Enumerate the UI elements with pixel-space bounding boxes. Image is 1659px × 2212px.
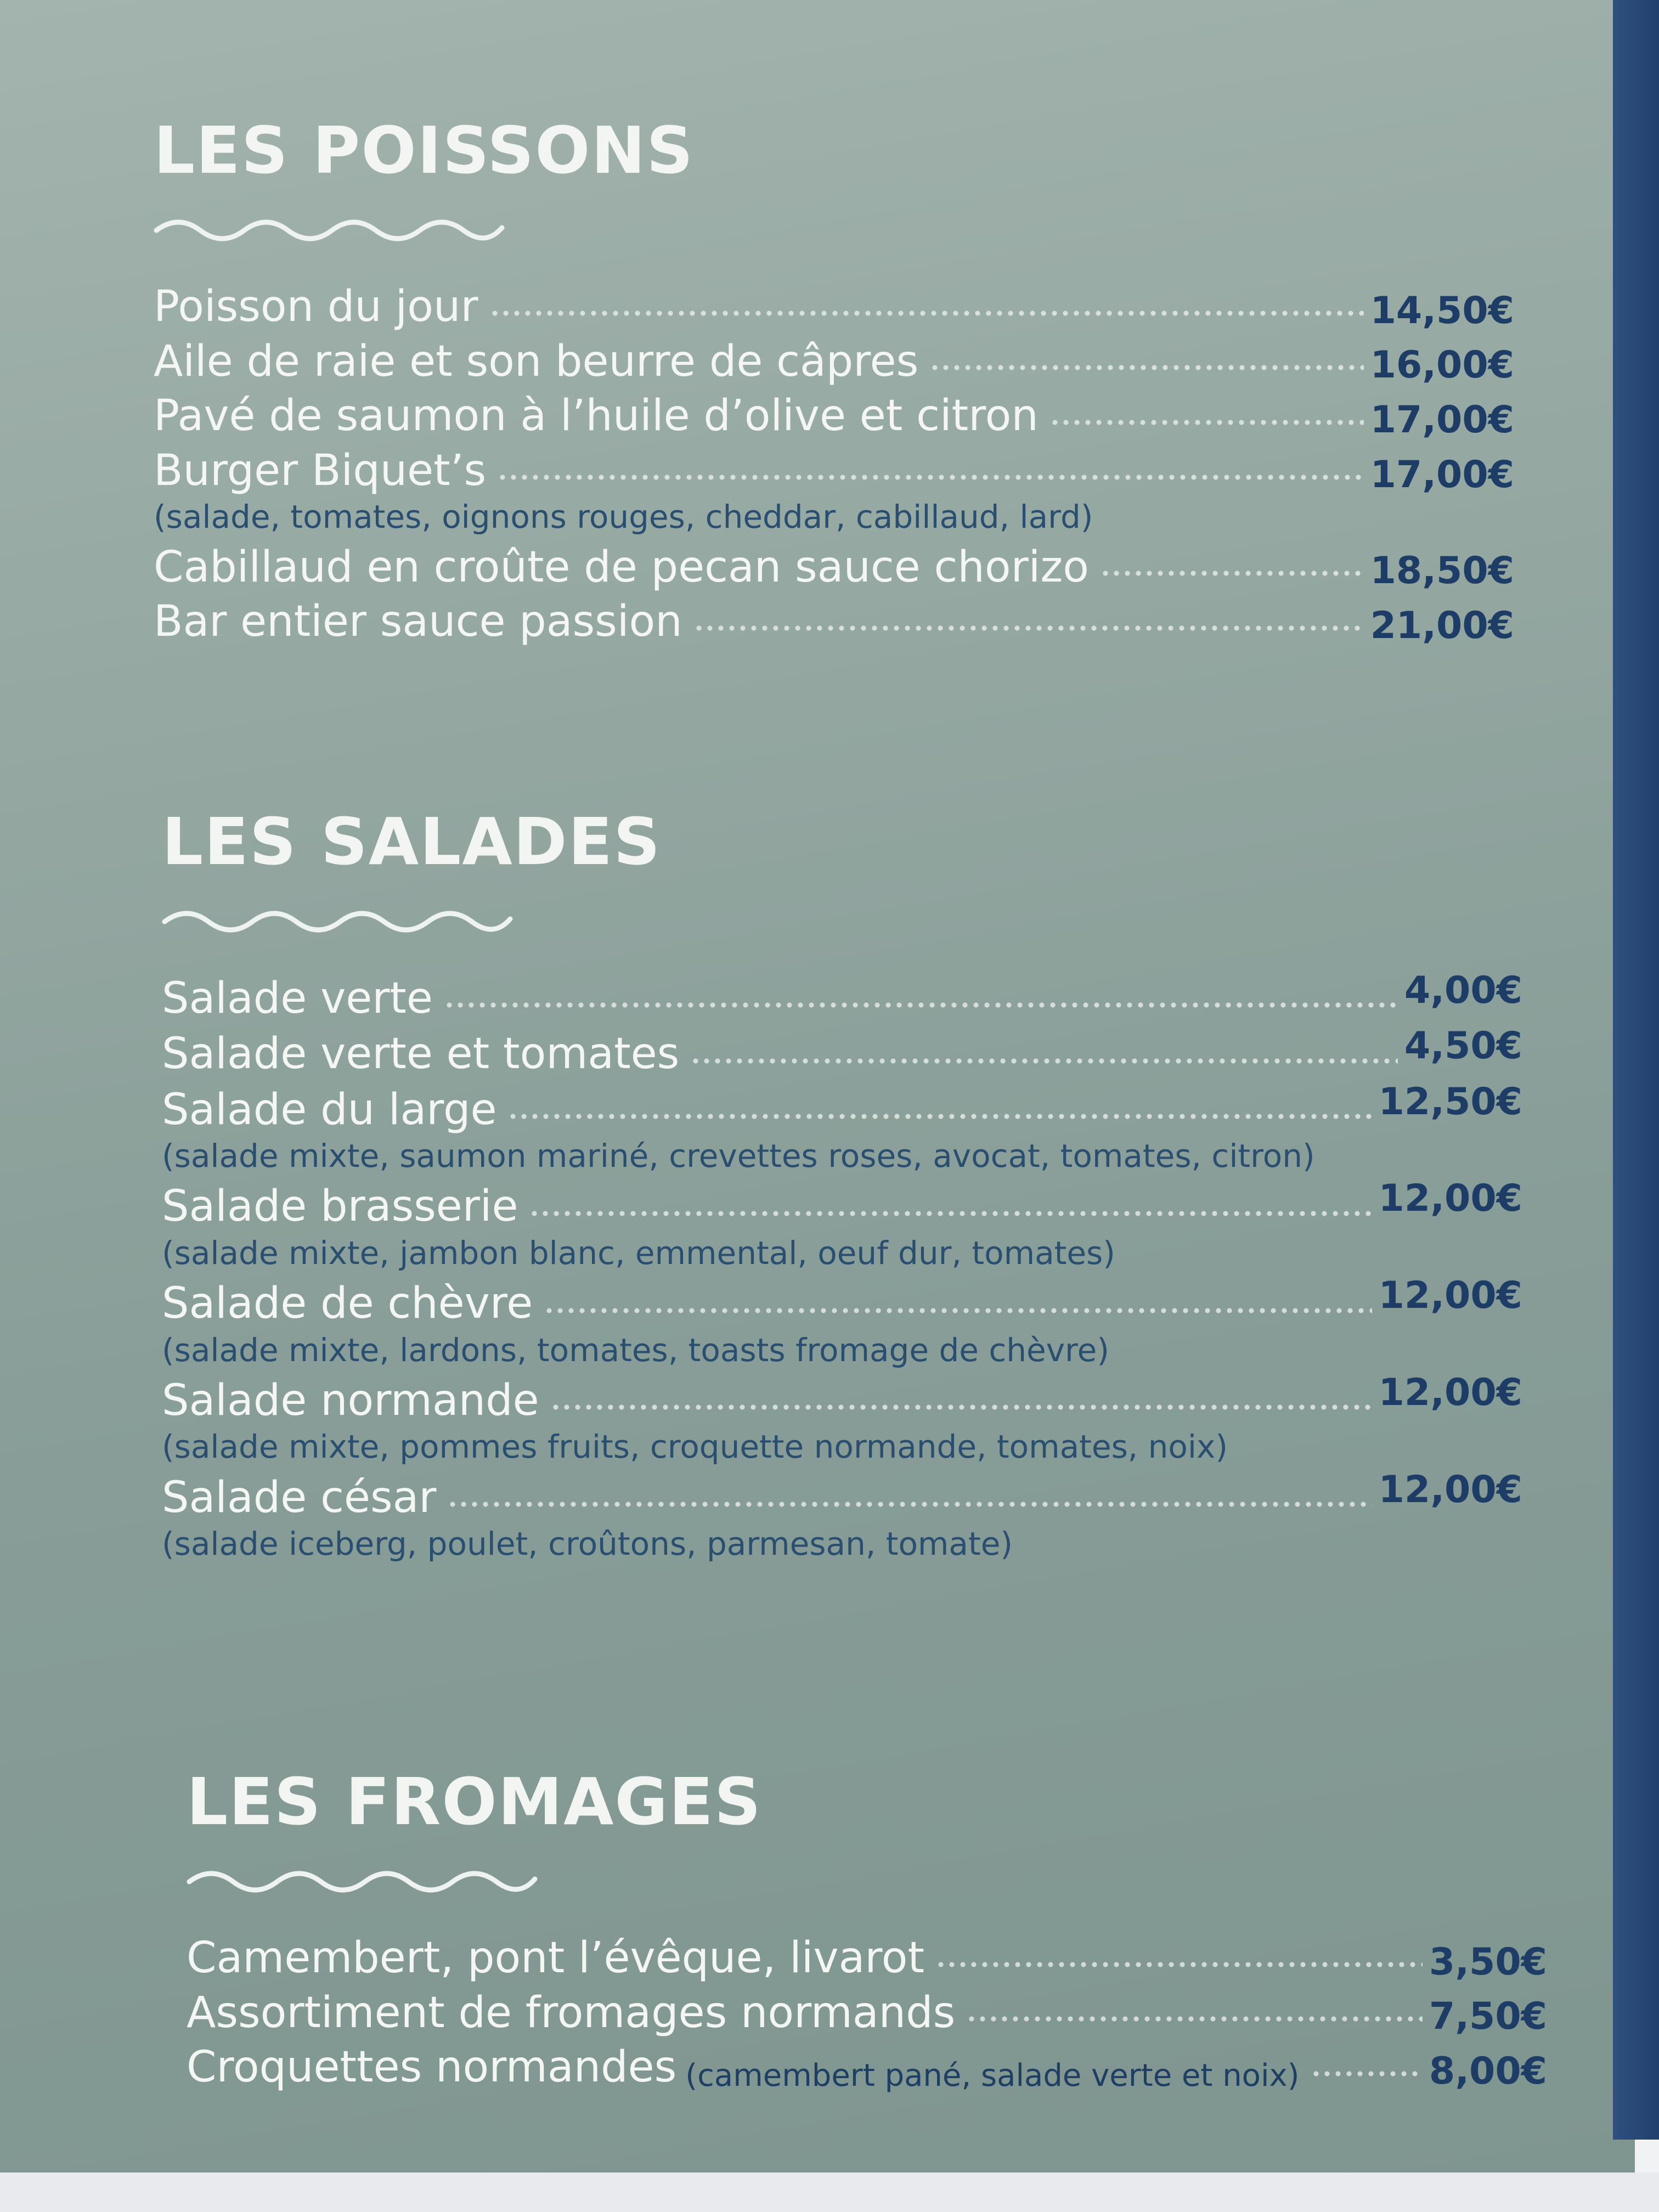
item-description: (camembert pané, salade verte et noix): [685, 2057, 1300, 2094]
item-price: 17,00€: [1370, 453, 1514, 497]
item-price: 12,00€: [1378, 1177, 1522, 1221]
section-title: LES POISSONS: [154, 112, 695, 188]
dot-leader: [929, 359, 1363, 376]
menu-item-list: [162, 968, 1522, 1565]
menu-item-list: [187, 1931, 1547, 2095]
item-price: 16,00€: [1370, 343, 1514, 387]
item-price: 12,00€: [1378, 1468, 1522, 1511]
item-price: 12,00€: [1378, 1274, 1522, 1318]
item-name: Pavé de saumon à l’huile d’olive et citron: [154, 391, 1039, 441]
item-name: Salade du large: [162, 1085, 497, 1135]
menu-item: [162, 1470, 1522, 1565]
item-price: 18,50€: [1370, 549, 1514, 593]
item-price: 7,50€: [1429, 1995, 1547, 2039]
dot-leader: [507, 1108, 1372, 1125]
side-strip: [1613, 0, 1659, 2140]
item-price: 14,50€: [1370, 289, 1514, 332]
dot-leader: [693, 620, 1364, 636]
menu-item: [154, 540, 1514, 595]
item-name: Aile de raie et son beurre de câpres: [154, 336, 919, 386]
item-name: Assortiment de fromages normands: [187, 1988, 956, 2038]
menu-item: [162, 1082, 1522, 1177]
item-name: Salade verte: [162, 973, 433, 1023]
item-price: 21,00€: [1370, 604, 1514, 648]
item-price: 4,00€: [1404, 968, 1522, 1012]
item-description: (salade iceberg, poulet, croûtons, parmesan, tomate): [162, 1525, 1013, 1563]
table-surface: [0, 2172, 1659, 2212]
menu-item: [154, 444, 1514, 538]
item-price: 3,50€: [1429, 1940, 1547, 1984]
dot-leader: [544, 1302, 1372, 1319]
dot-leader: [1049, 414, 1364, 431]
item-name: Camembert, pont l’évêque, livarot: [187, 1933, 925, 1983]
item-name: Poisson du jour: [154, 281, 478, 331]
dot-leader: [690, 1053, 1398, 1069]
item-price: 8,00€: [1429, 2050, 1547, 2094]
dot-leader: [1311, 2066, 1423, 2082]
menu-item: [154, 280, 1514, 335]
item-name: Salade brasserie: [162, 1182, 518, 1232]
dot-leader: [550, 1399, 1372, 1415]
wave-divider-icon: [154, 208, 505, 247]
menu-item: [154, 389, 1514, 444]
dot-leader: [497, 469, 1363, 486]
menu-item: [162, 968, 1522, 1026]
menu-item: [154, 335, 1514, 390]
section-title: LES FROMAGES: [187, 1764, 762, 1839]
menu-item: [154, 595, 1514, 650]
dot-leader: [1100, 565, 1364, 582]
item-description: (salade mixte, jambon blanc, emmental, oeuf dur, tomates): [162, 1234, 1115, 1272]
item-name: Salade césar: [162, 1472, 437, 1522]
section-fromages: [187, 1764, 1547, 2095]
menu-item: [162, 1370, 1522, 1468]
section-poissons: [154, 112, 1514, 650]
menu-item-list: [154, 280, 1514, 650]
item-name: Salade verte et tomates: [162, 1029, 680, 1079]
dot-leader: [444, 997, 1398, 1013]
item-name: Salade de chèvre: [162, 1279, 533, 1329]
wave-divider-icon: [187, 1860, 538, 1898]
menu-item: [187, 2040, 1547, 2095]
dot-leader: [935, 1956, 1423, 1973]
dot-leader: [447, 1496, 1372, 1513]
wave-divider-icon: [162, 900, 513, 938]
item-name: Salade normande: [162, 1375, 539, 1425]
item-price: 12,00€: [1378, 1370, 1522, 1414]
item-description: (salade mixte, saumon mariné, crevettes roses, avocat, tomates, citron): [162, 1137, 1315, 1175]
menu-item: [162, 1179, 1522, 1274]
item-name: Bar entier sauce passion: [154, 597, 682, 647]
dot-leader: [966, 2011, 1423, 2027]
dot-leader: [529, 1205, 1372, 1222]
item-price: 17,00€: [1370, 398, 1514, 442]
section-salades: [162, 806, 1522, 1567]
menu-item: [162, 1026, 1522, 1082]
menu-item: [187, 1986, 1547, 2041]
item-name: Cabillaud en croûte de pecan sauce chorizo: [154, 542, 1089, 592]
menu-item: [187, 1931, 1547, 1986]
menu-item: [162, 1276, 1522, 1371]
item-description: (salade mixte, lardons, tomates, toasts fromage de chèvre): [162, 1331, 1109, 1369]
item-description: (salade, tomates, oignons rouges, cheddar, cabillaud, lard): [154, 498, 1093, 536]
section-title: LES SALADES: [162, 804, 662, 879]
item-price: 12,50€: [1378, 1080, 1522, 1124]
dot-leader: [489, 305, 1364, 321]
item-name: Burger Biquet’s: [154, 446, 487, 496]
item-description: (salade mixte, pommes fruits, croquette normande, tomates, noix): [162, 1428, 1228, 1466]
item-name: Croquettes normandes: [187, 2042, 677, 2092]
item-price: 4,50€: [1404, 1024, 1522, 1068]
